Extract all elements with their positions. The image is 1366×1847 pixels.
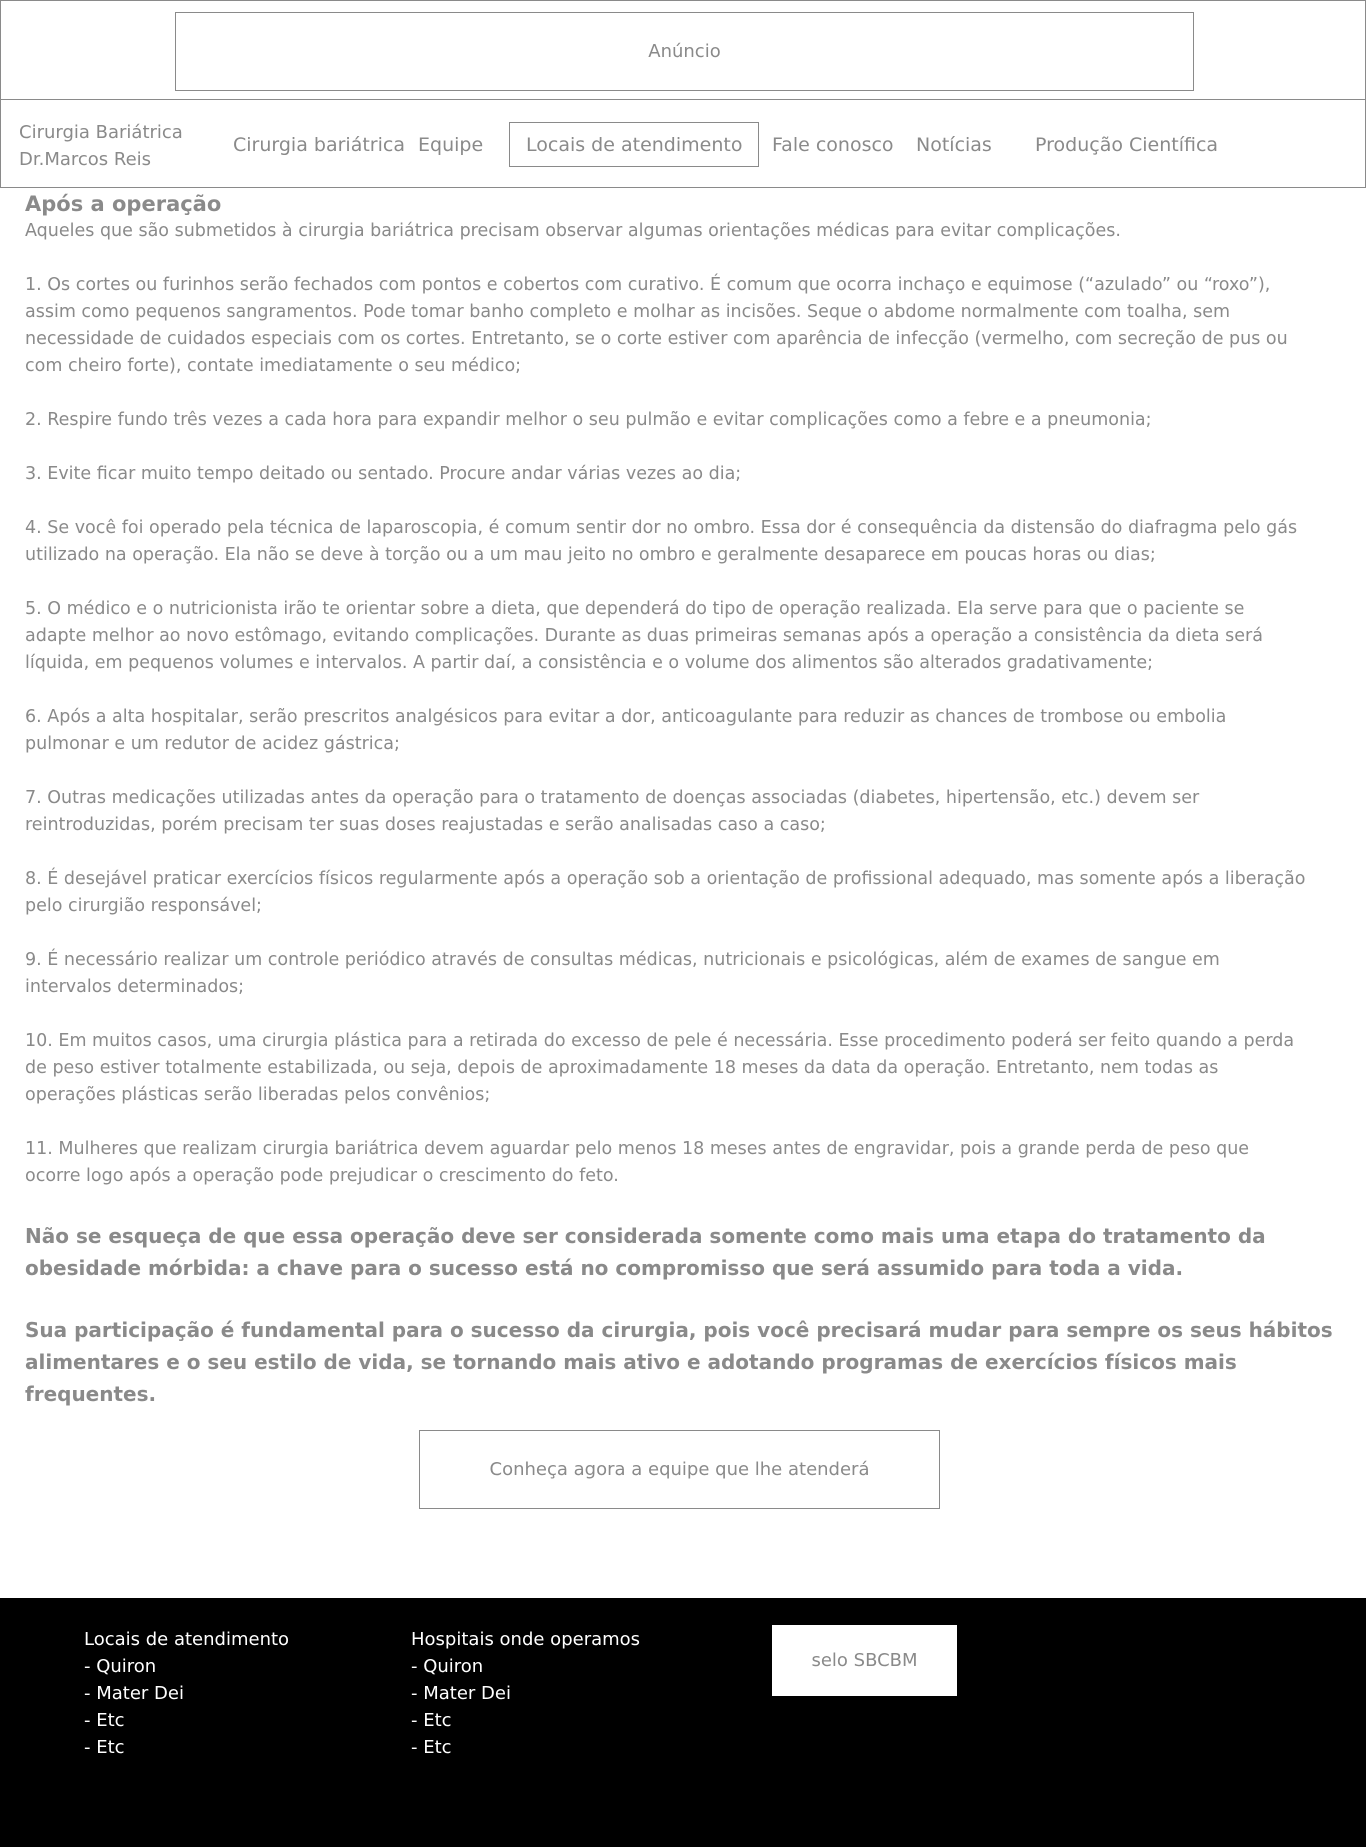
article-item-9: 9. É necessário realizar um controle periódico através de consultas médicas, nutricionais e psicológicas, além de exames de sangue em intervalos determinados; [25,950,1220,997]
nav-item-producao-cientifica[interactable]: Produção Científica [1035,133,1219,156]
sbcbm-seal-label: selo SBCBM [811,1650,918,1671]
nav-item-fale-conosco[interactable]: Fale conosco [772,133,894,156]
article-content [25,191,1335,1410]
nav-item-equipe[interactable]: Equipe [418,133,484,156]
nav-item-cirurgia-bariatrica[interactable]: Cirurgia bariátrica [233,133,405,156]
article-item-4: 4. Se você foi operado pela técnica de laparoscopia, é comum sentir dor no ombro. Essa dor é consequência da distensão do diafragma pelo gás utilizado na operação. Ela não se deve à torção ou a um mau jeito no ombro e geralmente desaparece em poucas horas ou dias; [25,518,1298,565]
footer-hospital-item[interactable]: - Mater Dei [411,1683,511,1704]
meet-team-label: Conheça agora a equipe que lhe atenderá [489,1459,870,1480]
emphasis-paragraph-2: Sua participação é fundamental para o sucesso da cirurgia, pois você precisará mudar para sempre os seus hábitos alimentares e o seu estilo de vida, se tornando mais ativo e adotando programas de exercícios físicos mais frequentes. [25,1318,1333,1406]
footer-location-item[interactable]: - Etc [84,1710,125,1731]
ad-placeholder[interactable] [175,12,1194,91]
ad-label: Anúncio [648,41,721,62]
article-item-5: 5. O médico e o nutricionista irão te orientar sobre a dieta, que dependerá do tipo de operação realizada. Ela serve para que o paciente se adapte melhor ao novo estômago, evitando complicações. Durante as duas primeiras semanas após a operação a consistência da dieta será líquida, em pequenos volumes e intervalos. A partir daí, a consistência e o volume dos alimentos são alterados gradativamente; [25,599,1263,673]
brand-line-1: Cirurgia Bariátrica [19,122,183,143]
article-item-3: 3. Evite ficar muito tempo deitado ou sentado. Procure andar várias vezes ao dia; [25,464,742,484]
footer-hospitals [411,1626,640,1761]
nav-item-locais-de-atendimento[interactable]: Locais de atendimento [509,122,759,167]
footer-location-item[interactable]: - Etc [84,1737,125,1758]
article-intro: Aqueles que são submetidos à cirurgia bariátrica precisam observar algumas orientações médicas para evitar complicações. [25,221,1121,241]
article-item-7: 7. Outras medicações utilizadas antes da operação para o tratamento de doenças associadas (diabetes, hipertensão, etc.) devem ser reintroduzidas, porém precisam ter suas doses reajustadas e serão analisadas caso a caso; [25,788,1200,835]
brand-logo[interactable] [19,119,183,173]
nav-item-noticias[interactable]: Notícias [916,133,992,156]
ad-banner [0,0,1366,100]
brand-line-2: Dr.Marcos Reis [19,149,152,170]
meet-team-button[interactable] [419,1430,940,1509]
sbcbm-seal [772,1625,957,1696]
footer-location-item[interactable]: - Mater Dei [84,1683,184,1704]
footer-hospital-item[interactable]: - Quiron [411,1656,484,1677]
footer-hospital-item[interactable]: - Etc [411,1710,452,1731]
article-title: Após a operação [25,192,222,216]
main-navigation [0,99,1366,188]
article-item-6: 6. Após a alta hospitalar, serão prescritos analgésicos para evitar a dor, anticoagulante para reduzir as chances de trombose ou embolia pulmonar e um redutor de acidez gástrica; [25,707,1227,754]
article-item-1: 1. Os cortes ou furinhos serão fechados com pontos e cobertos com curativo. É comum que ocorra inchaço e equimose (“azulado” ou “roxo”), assim como pequenos sangramentos. Pode tomar banho completo e molhar as incisões. Seque o abdome normalmente com toalha, sem necessidade de cuidados especiais com os cortes. Entretanto, se o corte estiver com aparência de infecção (vermelho, com secreção de pus ou com cheiro forte), contate imediatamente o seu médico; [25,275,1288,376]
article-item-10: 10. Em muitos casos, uma cirurgia plástica para a retirada do excesso de pele é necessária. Esse procedimento poderá ser feito quando a perda de peso estiver totalmente estabilizada, ou seja, depois de aproximadamente 18 meses da data da operação. Entretanto, nem todas as operações plásticas serão liberadas pelos convênios; [25,1031,1295,1105]
emphasis-paragraph-1: Não se esqueça de que essa operação deve ser considerada somente como mais uma etapa do tratamento da obesidade mórbida: a chave para o sucesso está no compromisso que será assumido para toda a vida. [25,1224,1266,1280]
footer-locations [84,1626,289,1761]
footer-location-item[interactable]: - Quiron [84,1656,157,1677]
article-item-2: 2. Respire fundo três vezes a cada hora para expandir melhor o seu pulmão e evitar complicações como a febre e a pneumonia; [25,410,1152,430]
footer-locations-heading: Locais de atendimento [84,1629,290,1650]
article-item-8: 8. É desejável praticar exercícios físicos regularmente após a operação sob a orientação de profissional adequado, mas somente após a liberação pelo cirurgião responsável; [25,869,1306,916]
article-item-11: 11. Mulheres que realizam cirurgia bariátrica devem aguardar pelo menos 18 meses antes de engravidar, pois a grande perda de peso que ocorre logo após a operação pode prejudicar o crescimento do feto. [25,1139,1250,1186]
footer [0,1598,1366,1847]
footer-hospital-item[interactable]: - Etc [411,1737,452,1758]
footer-hospitals-heading: Hospitais onde operamos [411,1629,641,1650]
